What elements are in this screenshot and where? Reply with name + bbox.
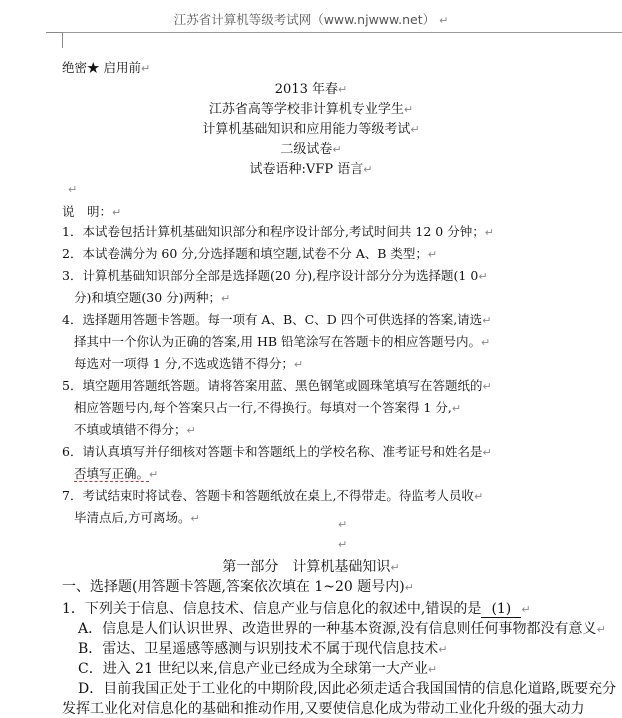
answer-blank: (1) <box>481 601 521 618</box>
note-line: 5．填空题用答题纸答题。请将答案用蓝、黑色钢笔或圆珠笔填写在答题纸的↵ <box>62 378 492 393</box>
note-line: 相应答题号内,每个答案只占一行,不得换行。每填对一个答案得 1 分,↵ <box>74 400 462 415</box>
note-line: 不填或填错不得分；↵ <box>74 422 196 437</box>
note-line: 3．计算机基础知识部分全部是选择题(20 分),程序设计部分分为选择题(1 0↵ <box>62 268 488 283</box>
note-line: 2．本试卷满分为 60 分,分选择题和填空题,试卷不分 A、B 类型；↵ <box>62 246 438 261</box>
return-mark: ↵ <box>439 14 449 27</box>
question-stem: 1．下列关于信息、信息技术、信息产业与信息化的叙述中,错误的是 (1) ↵ <box>62 601 531 617</box>
title-line4: 试卷语种:VFP 语言↵ <box>249 162 373 177</box>
question-option-d-cont: 发挥工业化对信息化的基础和推动作用,又要使信息化成为带动工业化升级的强大动力 <box>62 701 585 717</box>
note-line: 6．请认真填写并仔细核对答题卡和答题纸上的学校名称、准考证号和姓名是↵ <box>62 444 492 459</box>
empty-paragraph: ↵ <box>68 183 78 196</box>
question-option-c: C．进入 21 世纪以来,信息产业已经成为全球第一大产业↵ <box>78 661 438 677</box>
secret-label: 绝密★ 启用前↵ <box>62 60 151 75</box>
crop-mark-left <box>62 32 63 48</box>
header-rule <box>62 32 622 33</box>
notes-heading: 说 明：↵ <box>62 204 122 219</box>
crop-mark-left-h <box>46 32 62 33</box>
empty-paragraph: ↵ <box>338 518 348 531</box>
title-line1: 江苏省高等学校非计算机专业学生↵ <box>208 102 414 117</box>
question-option-d: D．目前我国正处于工业化的中期阶段,因此必须走适合我国国情的信息化道路,既要充分 <box>78 681 617 697</box>
note-line: 1．本试卷包括计算机基础知识部分和程序设计部分,考试时间共 12 0 分钟；↵ <box>62 224 494 239</box>
note-line: 毕清点后,方可离场。↵ <box>74 510 200 525</box>
title-year: 2013 年春↵ <box>274 82 348 97</box>
note-line: 否填写正确。↵ <box>74 466 159 481</box>
note-line: 4．选择题用答题卡答题。每一项有 A、B、C、D 四个可供选择的答案,请选↵ <box>62 312 492 327</box>
question-option-a: A．信息是人们认识世界、改造世界的一种基本资源,没有信息则任何事物都没有意义↵ <box>78 621 606 637</box>
note-line: 择其中一个你认为正确的答案,用 HB 铅笔涂写在答题卡的相应答题号内。↵ <box>74 334 491 349</box>
title-line3: 二级试卷↵ <box>280 142 342 157</box>
part-title: 第一部分 计算机基础知识↵ <box>222 559 400 575</box>
note-line: 分)和填空题(30 分)两种；↵ <box>74 290 231 305</box>
question-option-b: B．雷达、卫星遥感等感测与识别技术不属于现代信息技术↵ <box>78 641 448 657</box>
note-line: 7．考试结束时将试卷、答题卡和答题纸放在桌上,不得带走。待监考人员收↵ <box>62 488 484 503</box>
section-title: 一、选择题(用答题卡答题,答案依次填在 1~20 题号内)↵ <box>62 579 414 595</box>
page-header-text: 江苏省计算机等级考试网（www.njwww.net） <box>173 12 436 27</box>
note-line: 每选对一项得 1 分,不选或选错不得分；↵ <box>74 356 304 371</box>
title-line2: 计算机基础知识和应用能力等级考试↵ <box>202 122 420 137</box>
page-header <box>0 10 622 28</box>
empty-paragraph: ↵ <box>338 538 348 551</box>
